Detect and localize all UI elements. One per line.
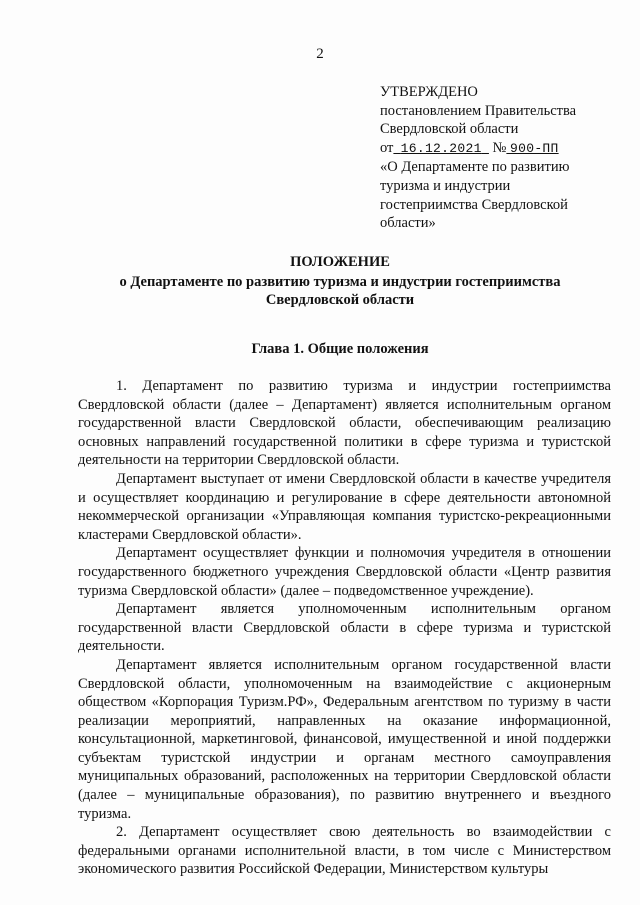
approval-date: 16.12.2021 — [400, 140, 482, 156]
approval-line-6: гостеприимства Свердловской — [380, 196, 568, 213]
approval-line-2: Свердловской области — [380, 121, 519, 138]
paragraph-1: 1. Департамент по развитию туризма и индустрии гостеприимства Свердловской области (далее – Департамент) является исполнительным органом государственной власти Свердловской области, обеспечивающим реализацию основных направлений государственной политики в сфере туризма и туристской деятельности на территории Свердловской области. — [78, 378, 611, 469]
approval-number-prefix: № — [492, 139, 507, 156]
paragraph-2: Департамент выступает от имени Свердловской области в качестве учредителя и осуществляет координацию и регулирование в сфере деятельности автономной некоммерческой организации «Управляющая компания туристско-рекреационными кластерами Свердловской области». — [78, 470, 611, 543]
approval-date-line — [380, 139, 620, 159]
approval-line-1: постановлением Правительства — [380, 102, 577, 119]
approval-line-5: туризма и индустрии — [380, 177, 511, 194]
document-subtitle-line-2: Свердловской области — [265, 291, 415, 308]
document-subtitle — [70, 274, 610, 309]
paragraph-4: Департамент является уполномоченным исполнительным органом государственной власти Свердловской области в сфере туризма и туристской деятельности. — [78, 601, 611, 655]
page-number: 2 — [316, 46, 324, 62]
document-title: ПОЛОЖЕНИЕ — [290, 254, 390, 270]
approval-stamp — [380, 83, 620, 233]
approval-line-4: «О Департаменте по развитию — [380, 159, 570, 176]
approval-heading: УТВЕРЖДЕНО — [380, 84, 478, 100]
approval-number: 900-ПП — [510, 140, 559, 156]
approval-date-prefix: от — [380, 139, 394, 156]
paragraph-3: Департамент осуществляет функции и полномочия учредителя в отношении государственного бюджетного учреждения Свердловской области «Центр развития туризма Свердловской области» (далее – подведомственное учреждение). — [78, 545, 611, 599]
paragraph-6: 2. Департамент осуществляет свою деятельность во взаимодействии с федеральными органами исполнительной власти, в том числе с Министерством экономического развития Российской Федерации, Министерством культуры — [78, 824, 611, 878]
chapter-title: Глава 1. Общие положения — [251, 341, 429, 357]
body-text — [78, 377, 611, 879]
paragraph-5: Департамент является исполнительным органом государственной власти Свердловской области, уполномоченным на взаимодействие с акционерным обществом «Корпорация Туризм.РФ», Федеральным агентством по туризму в части реализации мероприятий, направленных на оказание информационной, консультационной, маркетинговой, финансовой, имущественной и иной поддержки субъектам туристской индустрии и органам местного самоуправления муниципальных образований, расположенных на территории Свердловской области (далее – муниципальные образования), по развитию внутреннего и въездного туризма. — [78, 656, 611, 822]
approval-line-7: области» — [380, 215, 436, 232]
document-subtitle-line-1: о Департаменте по развитию туризма и индустрии гостеприимства — [119, 274, 561, 290]
